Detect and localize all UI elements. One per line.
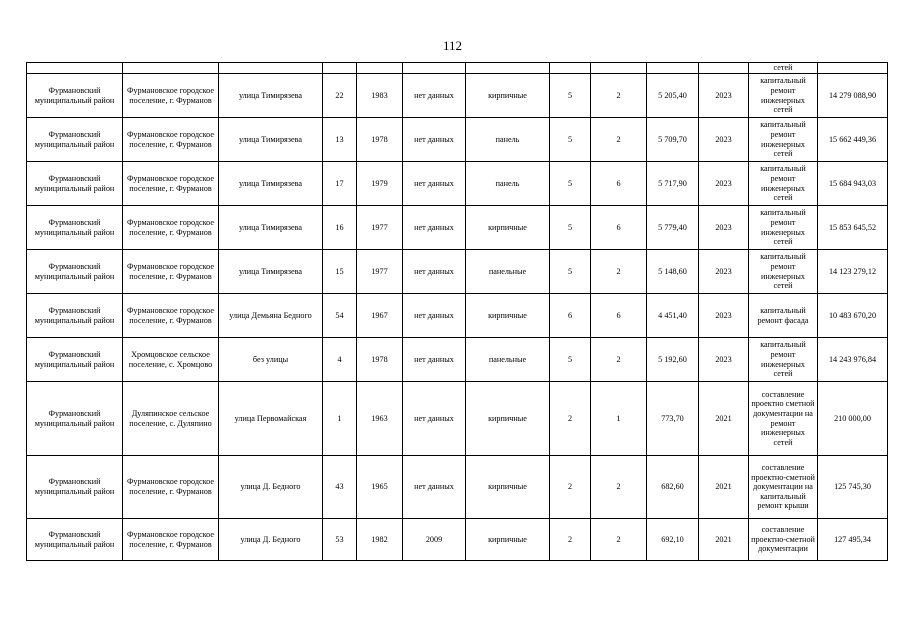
house-number-cell: 22 <box>323 74 357 118</box>
table-row <box>27 118 888 162</box>
cost-cell: 125 745,30 <box>818 456 888 519</box>
table-cell <box>818 63 888 74</box>
work-type-cell: сетей <box>749 63 818 74</box>
district-cell: Фурмановский муниципальный район <box>27 250 123 294</box>
floors-cell: 5 <box>550 250 591 294</box>
table-cell <box>357 63 403 74</box>
street-cell: улица Демьяна Бедного <box>219 294 323 338</box>
table-row <box>27 382 888 456</box>
floors-cell: 5 <box>550 162 591 206</box>
year-built-cell: 1982 <box>357 519 403 561</box>
wall-material-cell: кирпичные <box>466 519 550 561</box>
street-cell: улица Тимирязева <box>219 118 323 162</box>
house-number-cell: 4 <box>323 338 357 382</box>
floors-cell: 2 <box>550 456 591 519</box>
plan-year-cell: 2023 <box>699 162 749 206</box>
floors-cell: 5 <box>550 338 591 382</box>
work-type-cell: капитальный ремонт инженерных сетей <box>749 206 818 250</box>
house-number-cell: 43 <box>323 456 357 519</box>
plan-year-cell: 2023 <box>699 118 749 162</box>
year-built-cell: 1977 <box>357 250 403 294</box>
settlement-cell: Фурмановское городское поселение, г. Фурманов <box>123 294 219 338</box>
entrances-cell: 2 <box>591 519 647 561</box>
table-row <box>27 74 888 118</box>
house-number-cell: 53 <box>323 519 357 561</box>
plan-year-cell: 2021 <box>699 519 749 561</box>
plan-year-cell: 2023 <box>699 250 749 294</box>
area-cell: 773,70 <box>647 382 699 456</box>
wall-material-cell: панель <box>466 118 550 162</box>
work-type-cell: составление проектно-сметной документации <box>749 519 818 561</box>
area-cell: 5 717,90 <box>647 162 699 206</box>
work-type-cell: составление проектно-сметной документации на капитальный ремонт крыши <box>749 456 818 519</box>
work-type-cell: составление проектно сметной документации на ремонт инженерных сетей <box>749 382 818 456</box>
table-cell <box>123 63 219 74</box>
cost-cell: 14 279 088,90 <box>818 74 888 118</box>
year-repair-cell: нет данных <box>403 74 466 118</box>
house-number-cell: 15 <box>323 250 357 294</box>
year-built-cell: 1965 <box>357 456 403 519</box>
cost-cell: 10 483 670,20 <box>818 294 888 338</box>
cost-cell: 15 684 943,03 <box>818 162 888 206</box>
area-cell: 5 205,40 <box>647 74 699 118</box>
plan-year-cell: 2021 <box>699 456 749 519</box>
floors-cell: 5 <box>550 206 591 250</box>
table-cell <box>403 63 466 74</box>
district-cell: Фурмановский муниципальный район <box>27 519 123 561</box>
entrances-cell: 6 <box>591 162 647 206</box>
area-cell: 5 709,70 <box>647 118 699 162</box>
settlement-cell: Фурмановское городское поселение, г. Фурманов <box>123 74 219 118</box>
year-repair-cell: нет данных <box>403 456 466 519</box>
house-number-cell: 1 <box>323 382 357 456</box>
district-cell: Фурмановский муниципальный район <box>27 338 123 382</box>
table-row <box>27 338 888 382</box>
area-cell: 692,10 <box>647 519 699 561</box>
year-repair-cell: нет данных <box>403 382 466 456</box>
table-cell <box>27 63 123 74</box>
wall-material-cell: кирпичные <box>466 456 550 519</box>
year-repair-cell: нет данных <box>403 294 466 338</box>
plan-year-cell: 2023 <box>699 74 749 118</box>
work-type-cell: капитальный ремонт инженерных сетей <box>749 338 818 382</box>
entrances-cell: 2 <box>591 456 647 519</box>
settlement-cell: Фурмановское городское поселение, г. Фурманов <box>123 519 219 561</box>
table-cell <box>323 63 357 74</box>
entrances-cell: 6 <box>591 294 647 338</box>
floors-cell: 5 <box>550 74 591 118</box>
cost-cell: 127 495,34 <box>818 519 888 561</box>
area-cell: 682,60 <box>647 456 699 519</box>
table-row <box>27 456 888 519</box>
work-type-cell: капитальный ремонт фасада <box>749 294 818 338</box>
street-cell: улица Тимирязева <box>219 74 323 118</box>
wall-material-cell: кирпичные <box>466 206 550 250</box>
table-row <box>27 519 888 561</box>
year-built-cell: 1977 <box>357 206 403 250</box>
house-number-cell: 16 <box>323 206 357 250</box>
table-cell <box>550 63 591 74</box>
year-built-cell: 1967 <box>357 294 403 338</box>
plan-year-cell: 2023 <box>699 294 749 338</box>
floors-cell: 2 <box>550 519 591 561</box>
street-cell: улица Первомайская <box>219 382 323 456</box>
wall-material-cell: кирпичные <box>466 382 550 456</box>
work-type-cell: капитальный ремонт инженерных сетей <box>749 162 818 206</box>
page-number: 112 <box>442 38 463 53</box>
wall-material-cell: панель <box>466 162 550 206</box>
cost-cell: 15 662 449,36 <box>818 118 888 162</box>
table-cell <box>219 63 323 74</box>
district-cell: Фурмановский муниципальный район <box>27 118 123 162</box>
work-type-cell: капитальный ремонт инженерных сетей <box>749 118 818 162</box>
street-cell: улица Д. Бедного <box>219 456 323 519</box>
year-repair-cell: нет данных <box>403 162 466 206</box>
year-built-cell: 1979 <box>357 162 403 206</box>
cost-cell: 14 243 976,84 <box>818 338 888 382</box>
street-cell: без улицы <box>219 338 323 382</box>
settlement-cell: Дуляпинское сельское поселение, с. Дуляпино <box>123 382 219 456</box>
floors-cell: 2 <box>550 382 591 456</box>
district-cell: Фурмановский муниципальный район <box>27 162 123 206</box>
district-cell: Фурмановский муниципальный район <box>27 206 123 250</box>
year-repair-cell: 2009 <box>403 519 466 561</box>
street-cell: улица Тимирязева <box>219 206 323 250</box>
house-number-cell: 17 <box>323 162 357 206</box>
cost-cell: 14 123 279,12 <box>818 250 888 294</box>
table-row <box>27 206 888 250</box>
year-repair-cell: нет данных <box>403 118 466 162</box>
settlement-cell: Фурмановское городское поселение, г. Фурманов <box>123 162 219 206</box>
table-row <box>27 250 888 294</box>
wall-material-cell: панельные <box>466 338 550 382</box>
district-cell: Фурмановский муниципальный район <box>27 456 123 519</box>
year-built-cell: 1978 <box>357 338 403 382</box>
table-row <box>27 294 888 338</box>
house-number-cell: 13 <box>323 118 357 162</box>
plan-year-cell: 2021 <box>699 382 749 456</box>
year-built-cell: 1963 <box>357 382 403 456</box>
entrances-cell: 2 <box>591 250 647 294</box>
house-number-cell: 54 <box>323 294 357 338</box>
plan-year-cell: 2023 <box>699 338 749 382</box>
plan-year-cell: 2023 <box>699 206 749 250</box>
area-cell: 5 779,40 <box>647 206 699 250</box>
wall-material-cell: кирпичные <box>466 294 550 338</box>
year-built-cell: 1978 <box>357 118 403 162</box>
entrances-cell: 2 <box>591 118 647 162</box>
entrances-cell: 2 <box>591 74 647 118</box>
entrances-cell: 1 <box>591 382 647 456</box>
street-cell: улица Тимирязева <box>219 250 323 294</box>
table-row <box>27 162 888 206</box>
table-row <box>27 63 888 74</box>
area-cell: 5 192,60 <box>647 338 699 382</box>
table-cell <box>591 63 647 74</box>
year-repair-cell: нет данных <box>403 206 466 250</box>
wall-material-cell: кирпичные <box>466 74 550 118</box>
floors-cell: 6 <box>550 294 591 338</box>
settlement-cell: Хромцовское сельское поселение, с. Хромцово <box>123 338 219 382</box>
area-cell: 4 451,40 <box>647 294 699 338</box>
table-cell <box>466 63 550 74</box>
work-type-cell: капитальный ремонт инженерных сетей <box>749 74 818 118</box>
settlement-cell: Фурмановское городское поселение, г. Фурманов <box>123 456 219 519</box>
table-cell <box>699 63 749 74</box>
district-cell: Фурмановский муниципальный район <box>27 74 123 118</box>
entrances-cell: 6 <box>591 206 647 250</box>
year-repair-cell: нет данных <box>403 338 466 382</box>
wall-material-cell: панельные <box>466 250 550 294</box>
district-cell: Фурмановский муниципальный район <box>27 382 123 456</box>
year-repair-cell: нет данных <box>403 250 466 294</box>
year-built-cell: 1983 <box>357 74 403 118</box>
housing-table <box>26 62 888 561</box>
entrances-cell: 2 <box>591 338 647 382</box>
cost-cell: 210 000,00 <box>818 382 888 456</box>
district-cell: Фурмановский муниципальный район <box>27 294 123 338</box>
area-cell: 5 148,60 <box>647 250 699 294</box>
street-cell: улица Тимирязева <box>219 162 323 206</box>
floors-cell: 5 <box>550 118 591 162</box>
street-cell: улица Д. Бедного <box>219 519 323 561</box>
settlement-cell: Фурмановское городское поселение, г. Фурманов <box>123 118 219 162</box>
cost-cell: 15 853 645,52 <box>818 206 888 250</box>
table-cell <box>647 63 699 74</box>
work-type-cell: капитальный ремонт инженерных сетей <box>749 250 818 294</box>
settlement-cell: Фурмановское городское поселение, г. Фурманов <box>123 206 219 250</box>
settlement-cell: Фурмановское городское поселение, г. Фурманов <box>123 250 219 294</box>
